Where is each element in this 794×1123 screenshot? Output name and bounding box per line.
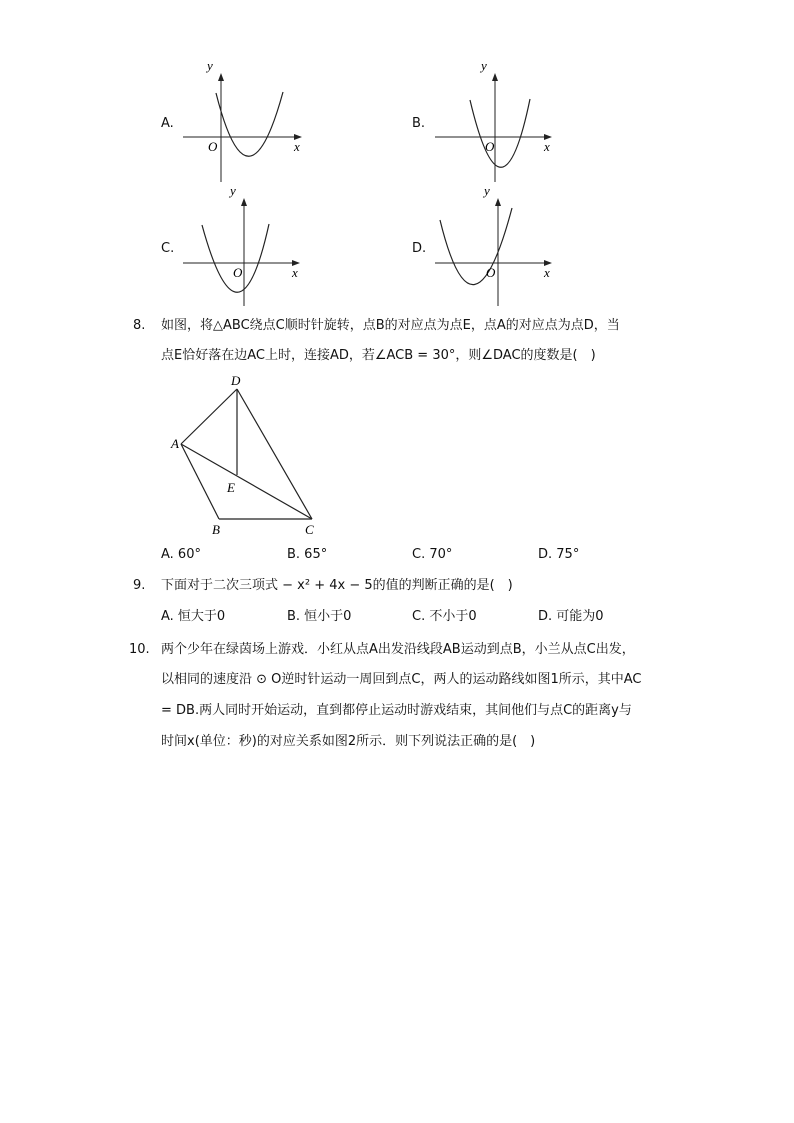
x-label: x (294, 139, 300, 154)
option-a-graph (178, 55, 308, 187)
segment-dc (237, 389, 312, 519)
choice-d[interactable]: D. 75° (538, 547, 580, 562)
point-a-label: A (171, 436, 179, 451)
origin-label: O (208, 139, 218, 154)
x-label: x (544, 265, 550, 280)
x-label: x (292, 265, 298, 280)
parabola-curve (216, 92, 283, 156)
origin-label: O (485, 139, 495, 154)
y-label: y (484, 183, 490, 198)
option-c-graph (178, 180, 308, 310)
point-c-label: C (305, 522, 314, 537)
origin-label: O (486, 265, 496, 280)
y-label: y (481, 58, 487, 73)
x-label: x (544, 139, 550, 154)
question-number: 10. (129, 642, 150, 657)
choice-b[interactable]: B. 恒小于0 (287, 609, 352, 624)
choice-d[interactable]: D. 可能为0 (538, 609, 604, 624)
question-number: 9. (133, 578, 146, 593)
y-axis-arrow-icon (241, 198, 247, 206)
origin-label: O (233, 265, 243, 280)
y-label: y (230, 183, 236, 198)
choice-a[interactable]: A. 60° (161, 547, 201, 562)
question-text-line-1: 下面对于二次三项式 − x² + 4x − 5的值的判断正确的是( ) (161, 578, 513, 593)
option-b-graph (430, 55, 560, 187)
question-text-line-1: 如图，将△ABC绕点C顺时针旋转，点B的对应点为点E，点A的对应点为点D，当 (161, 318, 620, 333)
option-a-label[interactable]: A. (161, 116, 174, 131)
question-text-line-2: 以相同的速度沿 ⊙ O逆时针运动一周回到点C，两人的运动路线如图1所示，其中AC (161, 672, 642, 687)
question-text-line-2: 点E恰好落在边AC上时，连接AD，若∠ACB = 30°，则∠DAC的度数是( ) (161, 348, 596, 363)
segment-ad (181, 389, 237, 444)
choice-b[interactable]: B. 65° (287, 547, 328, 562)
choice-c[interactable]: C. 70° (412, 547, 453, 562)
parabola-curve (440, 208, 512, 285)
triangle-figure (165, 368, 335, 540)
option-c-label[interactable]: C. (161, 241, 175, 256)
parabola-curve (470, 99, 530, 167)
y-axis-arrow-icon (495, 198, 501, 206)
question-number: 8. (133, 318, 146, 333)
question-text-line-3: = DB.两人同时开始运动，直到都停止运动时游戏结束，其间他们与点C的距离y与 (161, 703, 632, 718)
choice-c[interactable]: C. 不小于0 (412, 609, 477, 624)
option-b-label[interactable]: B. (412, 116, 426, 131)
question-text-line-1: 两个少年在绿茵场上游戏．小红从点A出发沿线段AB运动到点B，小兰从点C出发， (161, 642, 635, 657)
y-axis-arrow-icon (218, 73, 224, 81)
choice-a[interactable]: A. 恒大于0 (161, 609, 226, 624)
point-b-label: B (212, 522, 220, 537)
option-d-graph (430, 180, 560, 310)
option-d-label[interactable]: D. (412, 241, 427, 256)
point-d-label: D (231, 373, 241, 388)
parabola-curve (202, 224, 269, 292)
question-text-line-4: 时间x(单位：秒)的对应关系如图2所示．则下列说法正确的是( ) (161, 734, 536, 749)
y-axis-arrow-icon (492, 73, 498, 81)
point-e-label: E (227, 480, 235, 495)
y-label: y (207, 58, 213, 73)
